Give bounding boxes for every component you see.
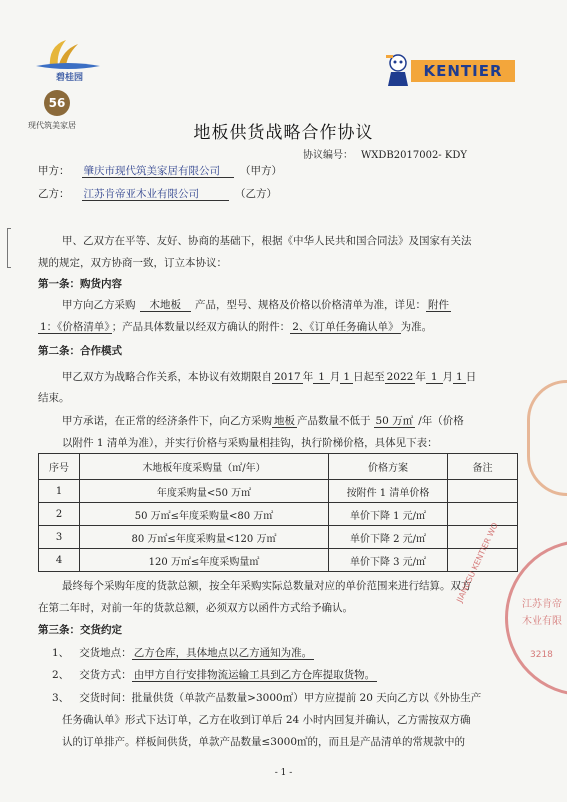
seal-text-2: 木业有限 [522,616,562,627]
s2-text-e: /年（价格 [418,415,464,427]
intro-line-2: 规的规定，双方协商一致，订立本协议： [38,257,227,269]
party-b [38,186,277,202]
section-2-para-1-end: 结束。 [38,392,70,404]
delivery-item-2-value: 由甲方自行安排物流运输工具到乙方仓库提取货物。 [133,669,376,681]
delivery-item-2-label: 交货方式： [79,669,132,681]
modern-badge: 56 [44,90,70,116]
intro-line-1: 甲、乙双方在平等、友好、协商的基础下，根据《中华人民共和国合同法》及国家有关法 [62,235,472,247]
seal-stamp-partial [527,380,567,496]
section-2-para-2-cont: 以附件 1 清单为准），并实行价格与采购量相挂钩，执行阶梯价格，具体见下表： [62,437,438,449]
price-table [38,453,518,572]
table-header-cell: 备注 [448,454,518,480]
delivery-item-3-line-2: 任务确认单》形式下达订单，乙方在收到订单后 24 小时内回复并确认，乙方需按双方确 [62,714,471,726]
delivery-item-1 [52,645,314,661]
s2-day-unit: 日 [465,371,477,383]
section-2-title: 第二条：合作模式 [38,345,122,357]
section-2-para-1 [62,369,476,385]
s1-attachment-1: 1：《价格清单》 [40,321,110,333]
table-cell-no: 4 [39,549,80,572]
table-cell-price: 按附件 1 清单价格 [329,480,448,503]
table-cell-no: 3 [39,526,80,549]
s2-year-unit-2: 年 [415,371,426,383]
agreement-number [303,148,467,164]
table-cell-price: 单价下降 2 元/㎡ [329,526,448,549]
delivery-item-1-value: 乙方仓库，具体地点以乙方通知为准。 [133,647,313,659]
table-cell-note [448,480,518,503]
s1-text-d: 为准。 [400,321,433,333]
table-cell-volume: 50 万㎡≤年度采购量<80 万㎡ [80,503,329,526]
bgy-logo [28,36,108,86]
section-1-para-1 [62,297,451,313]
s1-text-b: 产品，型号、规格及价格以价格清单为准，详见： [195,299,426,311]
bgy-text: 碧桂园 [56,73,84,83]
party-b-label: 乙方： [38,188,70,200]
party-a [38,163,282,179]
seal-text-3: 3218 [530,650,553,660]
agreement-no-label: 协议编号： [303,150,353,161]
kentier-mascot-icon [383,52,413,86]
table-cell-volume: 80 万㎡≤年度采购量<120 万㎡ [80,526,329,549]
table-header-cell: 木地板年度采购量（㎡/年） [80,454,329,480]
page-number: - 1 - [274,768,293,778]
delivery-item-3-num: 3、 [52,692,70,704]
s1-text-a: 甲方向乙方采购 [62,299,136,311]
s2-month-unit: 月 [329,371,341,383]
section-1-title: 第一条：购货内容 [38,278,122,290]
delivery-item-3 [52,690,481,706]
party-a-tag: （甲方） [240,165,282,177]
s2-year-unit: 年 [302,371,314,383]
delivery-item-1-num: 1、 [52,647,70,659]
modern-text: 现代筑美家居 [28,121,76,130]
s2-end-year: 2022 [386,371,414,383]
table-cell-note [448,503,518,526]
s2-min-volume: 50 万㎡ [375,415,414,427]
s2-text-a: 甲乙双方为战略合作关系，本协议有效期限自 [62,371,272,383]
table-cell-no: 2 [39,503,80,526]
table-cell-price: 单价下降 1 元/㎡ [329,503,448,526]
table-row [39,503,518,526]
party-b-name: 江苏肯帝亚木业有限公司 [82,188,230,201]
margin-mark [7,228,11,268]
table-header-cell: 序号 [39,454,80,480]
party-a-name: 肇庆市现代筑美家居有限公司 [82,165,235,178]
s2-start-day: 1 [340,371,353,384]
seal-ring-text: JIANGSU KENTIER WO [455,521,500,604]
table-row [39,480,518,503]
s2-product: 地板 [274,415,295,427]
delivery-item-2-num: 2、 [52,669,70,681]
s2-start-year: 2017 [274,371,301,383]
table-cell-price: 单价下降 3 元/㎡ [329,549,448,572]
delivery-item-1-label: 交货地点： [79,647,132,659]
s1-product: 木地板 [140,299,192,312]
table-row [39,549,518,572]
settlement-line-1: 最终每个采购年度的货款总额，按全年采购实际总数量对应的单价范围来进行结算。双方 [62,580,472,592]
section-2-para-2 [62,413,464,429]
table-cell-no: 1 [39,480,80,503]
agreement-no-value: WXDB2017002- KDY [361,150,467,161]
s2-start-month: 1 [313,371,330,384]
seal-text-1: 江苏肯帝 [522,599,562,610]
kentier-logo [383,52,515,90]
s1-attachment-2: 2、《订单任务确认单》 [292,321,399,333]
document-title: 地板供货战略合作协议 [193,123,374,143]
table-cell-volume: 年度采购量<50 万㎡ [80,480,329,503]
delivery-item-3-line-3: 认的订单排产。样板间供货，单款产品数量≤3000㎡的，而且是产品清单的常规款中的 [62,736,466,748]
section-1-para-2 [38,319,432,335]
table-cell-volume: 120 万㎡≤年度采购量㎡ [80,549,329,572]
table-row [39,526,518,549]
s2-month-unit-2: 月 [442,371,454,383]
s2-text-b: 日起至 [353,371,385,383]
settlement-line-2: 在第二年时，对前一年的货款总额，必须双方以函件方式给予确认。 [38,602,353,614]
s2-end-month: 1 [426,371,443,384]
kentier-wordmark: KENTIER [411,60,515,82]
s2-end-day: 1 [453,371,466,384]
section-3-title: 第三条：交货约定 [38,624,122,636]
delivery-item-2 [52,667,377,683]
s2-text-d: 产品数量不低于 [297,415,371,427]
s1-attachment-a: 附件 [428,299,449,311]
party-b-tag: （乙方） [235,188,277,200]
s1-text-c: ；产品具体数量以经双方确认的附件： [111,321,291,333]
bgy-logo-icon [28,36,108,74]
party-a-label: 甲方： [38,165,70,177]
s2-text-c: 甲方承诺，在正常的经济条件下，向乙方采购 [62,415,272,427]
table-header-cell: 价格方案 [329,454,448,480]
table-header-row [39,454,518,480]
delivery-item-3-line-1: 交货时间：批量供货（单款产品数量>3000㎡）甲方应提前 20 天向乙方以《外协生产 [79,692,482,704]
